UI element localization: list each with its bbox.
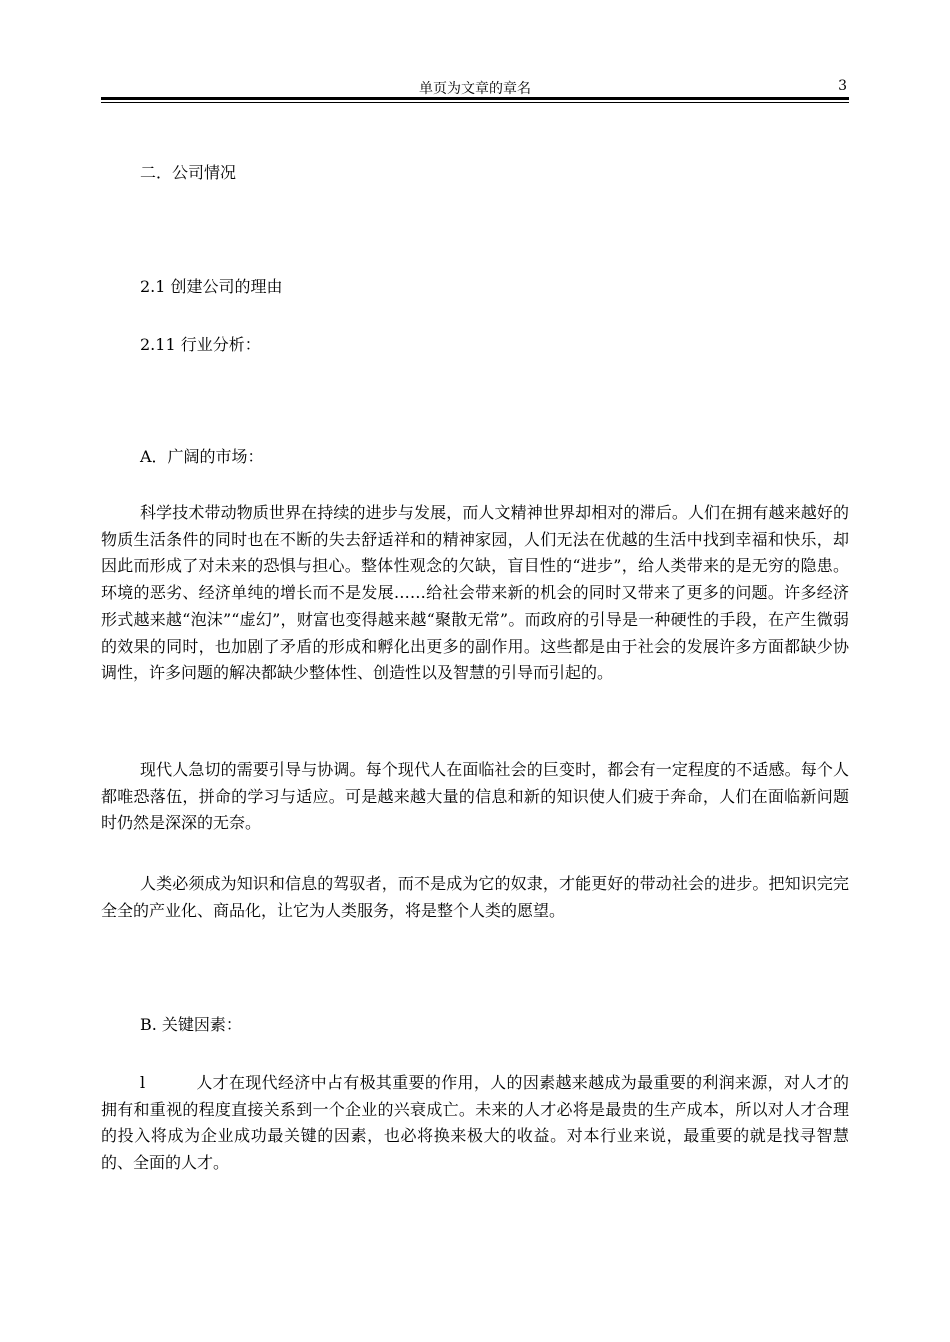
heading-a: A．广阔的市场： xyxy=(140,447,264,466)
header-rule-thick xyxy=(101,97,849,100)
page-header xyxy=(101,76,849,96)
paragraph-a3: 人类必须成为知识和信息的驾驭者，而不是成为它的奴隶，才能更好的带动社会的进步。把知识完完全全的产业化、商品化，让它为人类服务，将是整个人类的愿望。 xyxy=(101,874,849,920)
bullet-mark: l xyxy=(140,1073,146,1092)
subsection-heading-2-11: 2.11 行业分析： xyxy=(140,335,261,354)
header-title: 单页为文章的章名 xyxy=(419,81,531,97)
heading-b: B. 关键因素： xyxy=(140,1015,242,1034)
paragraph-a2: 现代人急切的需要引导与协调。每个现代人在面临社会的巨变时，都会有一定程度的不适感。每个人都唯恐落伍，拼命的学习与适应。可是越来越大量的信息和新的知识使人们疲于奔命，人们在面临新问题时仍然是深深的无奈。 xyxy=(101,760,849,833)
header-rule-thin xyxy=(101,102,849,103)
bullet-paragraph-b1 xyxy=(101,1070,849,1177)
subsection-heading-2-1: 2.1 创建公司的理由 xyxy=(140,277,283,296)
paragraph-a1: 科学技术带动物质世界在持续的进步与发展，而人文精神世界却相对的滞后。人们在拥有越来越好的物质生活条件的同时也在不断的失去舒适祥和的精神家园，人们无法在优越的生活中找到幸福和快乐，却因此而形成了对未来的恐惧与担心。整体性观念的欠缺，盲目性的“进步”，给人类带来的是无穷的隐患。环境的恶劣、经济单纯的增长而不是发展……给社会带来新的机会的同时又带来了更多的问题。许多经济形式越来越“泡沫”“虚幻”，财富也变得越来越“聚散无常”。而政府的引导是一种硬性的手段，在产生微弱的效果的同时，也加剧了矛盾的形成和孵化出更多的副作用。这些都是由于社会的发展许多方面都缺少协调性，许多问题的解决都缺少整体性、创造性以及智慧的引导而引起的。 xyxy=(101,503,849,683)
section-heading: 二．公司情况 xyxy=(140,163,237,182)
bullet-text: 人才在现代经济中占有极其重要的作用，人的因素越来越成为最重要的利润来源，对人才的拥有和重视的程度直接关系到一个企业的兴衰成亡。未来的人才必将是最贵的生产成本，所以对人才合理的投入将成为企业成功最关键的因素，也必将换来极大的收益。对本行业来说，最重要的就是找寻智慧的、全面的人才。 xyxy=(101,1073,849,1173)
page-number: 3 xyxy=(838,78,847,94)
